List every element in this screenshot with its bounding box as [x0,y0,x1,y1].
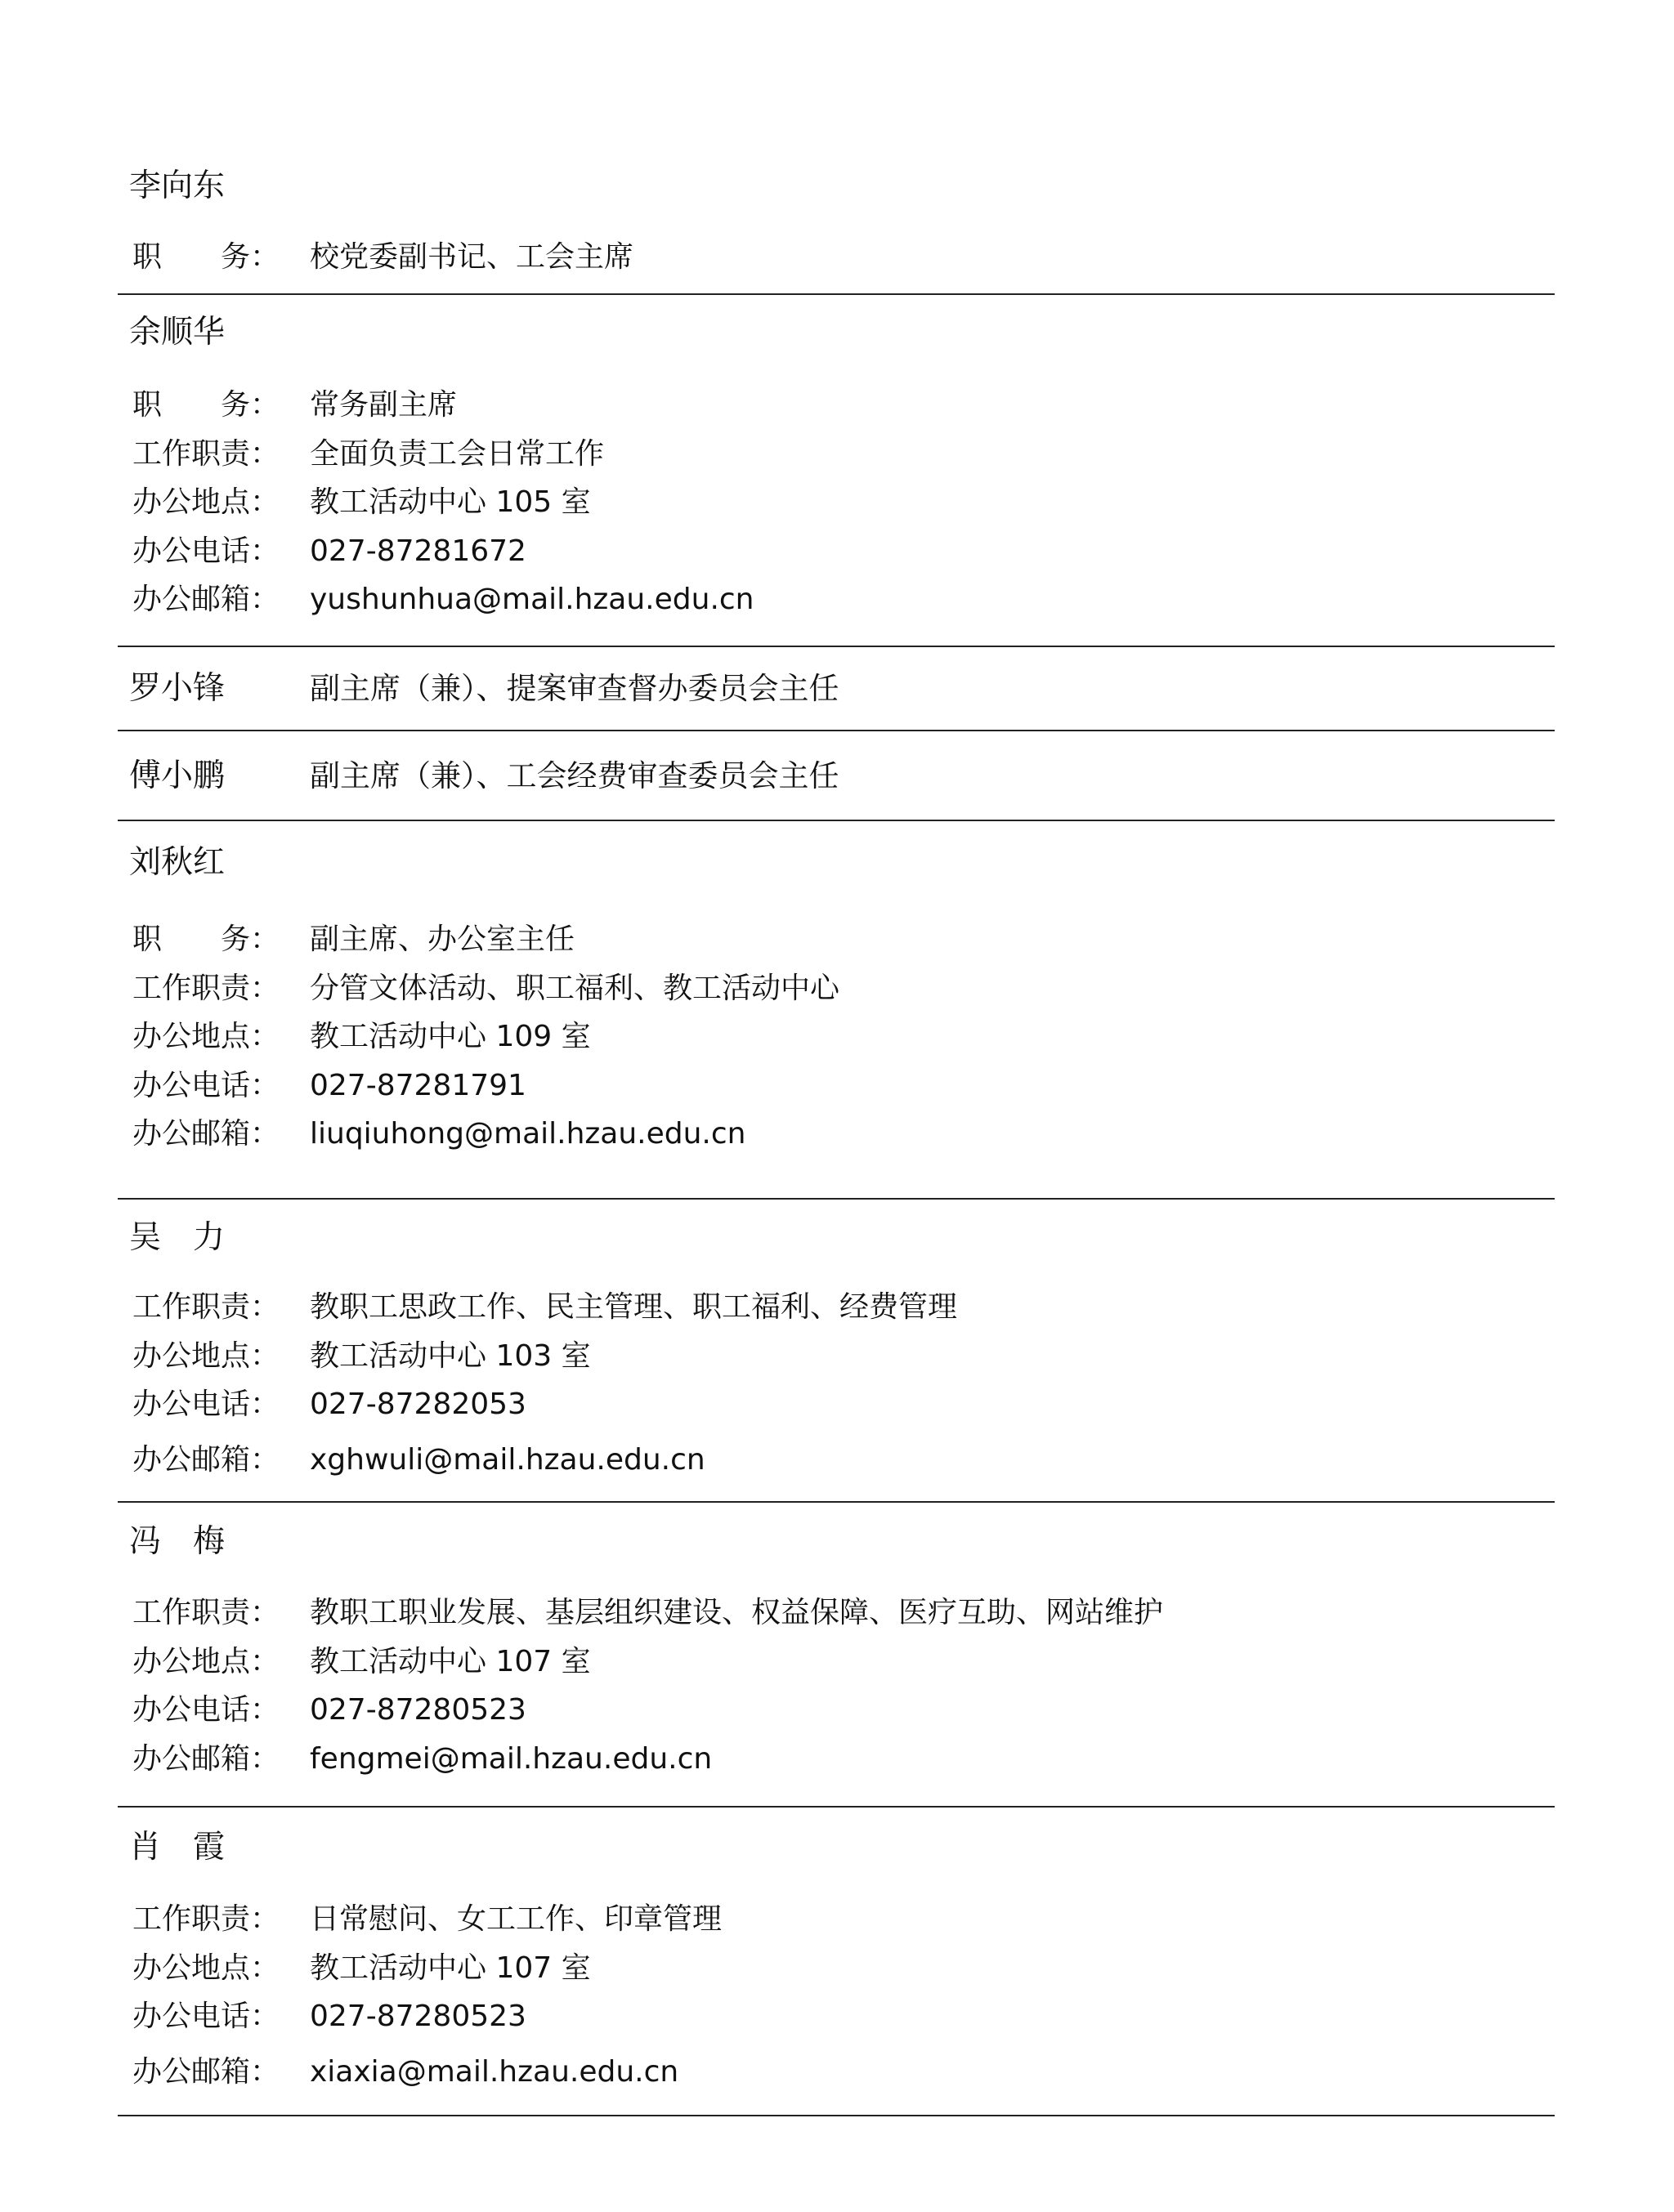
field-label: 职 务： [132,388,280,422]
field-label: 工作职责： [132,1596,280,1629]
field-value: 教职工思政工作、民主管理、职工福利、经费管理 [310,1290,958,1324]
field-label: 办公地点： [132,1645,280,1678]
field-value: 教职工职业发展、基层组织建设、权益保障、医疗互助、网站维护 [310,1596,1164,1629]
section-divider [118,2115,1555,2116]
field-value: 全面负责工会日常工作 [310,437,605,471]
section-divider [118,1198,1555,1200]
person-name: 吴 力 [129,1219,226,1256]
field-label: 办公地点： [132,1020,280,1053]
field-value: 教工活动中心 105 室 [310,485,591,519]
email-link[interactable]: yushunhua@mail.hzau.edu.cn [310,583,754,616]
field-value: 副主席、办公室主任 [310,923,575,956]
section-divider [118,730,1555,731]
person-name: 刘秋红 [129,844,226,881]
person-role: 副主席（兼）、提案审查督办委员会主任 [310,671,839,706]
person-role: 副主席（兼）、工会经费审查委员会主任 [310,758,839,793]
field-value: 教工活动中心 103 室 [310,1339,591,1373]
person-name: 余顺华 [129,314,226,351]
person-name: 肖 霞 [129,1829,226,1866]
field-value: 教工活动中心 107 室 [310,1951,591,1985]
field-value: 027-87280523 [310,2000,526,2033]
field-value: 教工活动中心 109 室 [310,1020,591,1053]
person-name: 傅小鹏 [129,757,226,794]
section-divider [118,1501,1555,1503]
field-label: 职 务： [132,240,280,274]
field-label: 办公邮箱： [132,583,280,616]
section-divider [118,646,1555,647]
field-value: 常务副主席 [310,388,458,422]
field-value: 分管文体活动、职工福利、教工活动中心 [310,972,840,1005]
field-label: 办公电话： [132,1069,280,1102]
email-link[interactable]: liuqiuhong@mail.hzau.edu.cn [310,1117,746,1151]
field-value: 027-87282053 [310,1388,526,1421]
section-divider [118,293,1555,295]
person-name: 罗小锋 [129,670,226,707]
field-label: 办公电话： [132,1693,280,1727]
field-label: 办公邮箱： [132,1443,280,1477]
field-label: 办公邮箱： [132,1117,280,1151]
field-label: 工作职责： [132,437,280,471]
field-value: 教工活动中心 107 室 [310,1645,591,1678]
field-label: 办公地点： [132,1951,280,1985]
email-link[interactable]: xghwuli@mail.hzau.edu.cn [310,1443,705,1477]
email-link[interactable]: fengmei@mail.hzau.edu.cn [310,1742,713,1776]
section-divider [118,1806,1555,1808]
person-name: 冯 梅 [129,1523,226,1560]
field-label: 工作职责： [132,1902,280,1936]
email-link[interactable]: xiaxia@mail.hzau.edu.cn [310,2055,679,2089]
field-label: 办公地点： [132,485,280,519]
field-value: 027-87281672 [310,534,526,568]
field-label: 工作职责： [132,972,280,1005]
field-label: 办公电话： [132,2000,280,2033]
field-value: 校党委副书记、工会主席 [310,240,634,274]
field-label: 职 务： [132,923,280,956]
field-label: 办公邮箱： [132,2055,280,2089]
field-value: 027-87281791 [310,1069,526,1102]
person-name: 李向东 [129,168,226,204]
section-divider [118,820,1555,821]
field-label: 办公地点： [132,1339,280,1373]
field-label: 工作职责： [132,1290,280,1324]
field-value: 日常慰问、女工工作、印章管理 [310,1902,723,1936]
field-value: 027-87280523 [310,1693,526,1727]
field-label: 办公邮箱： [132,1742,280,1776]
field-label: 办公电话： [132,534,280,568]
field-label: 办公电话： [132,1388,280,1421]
